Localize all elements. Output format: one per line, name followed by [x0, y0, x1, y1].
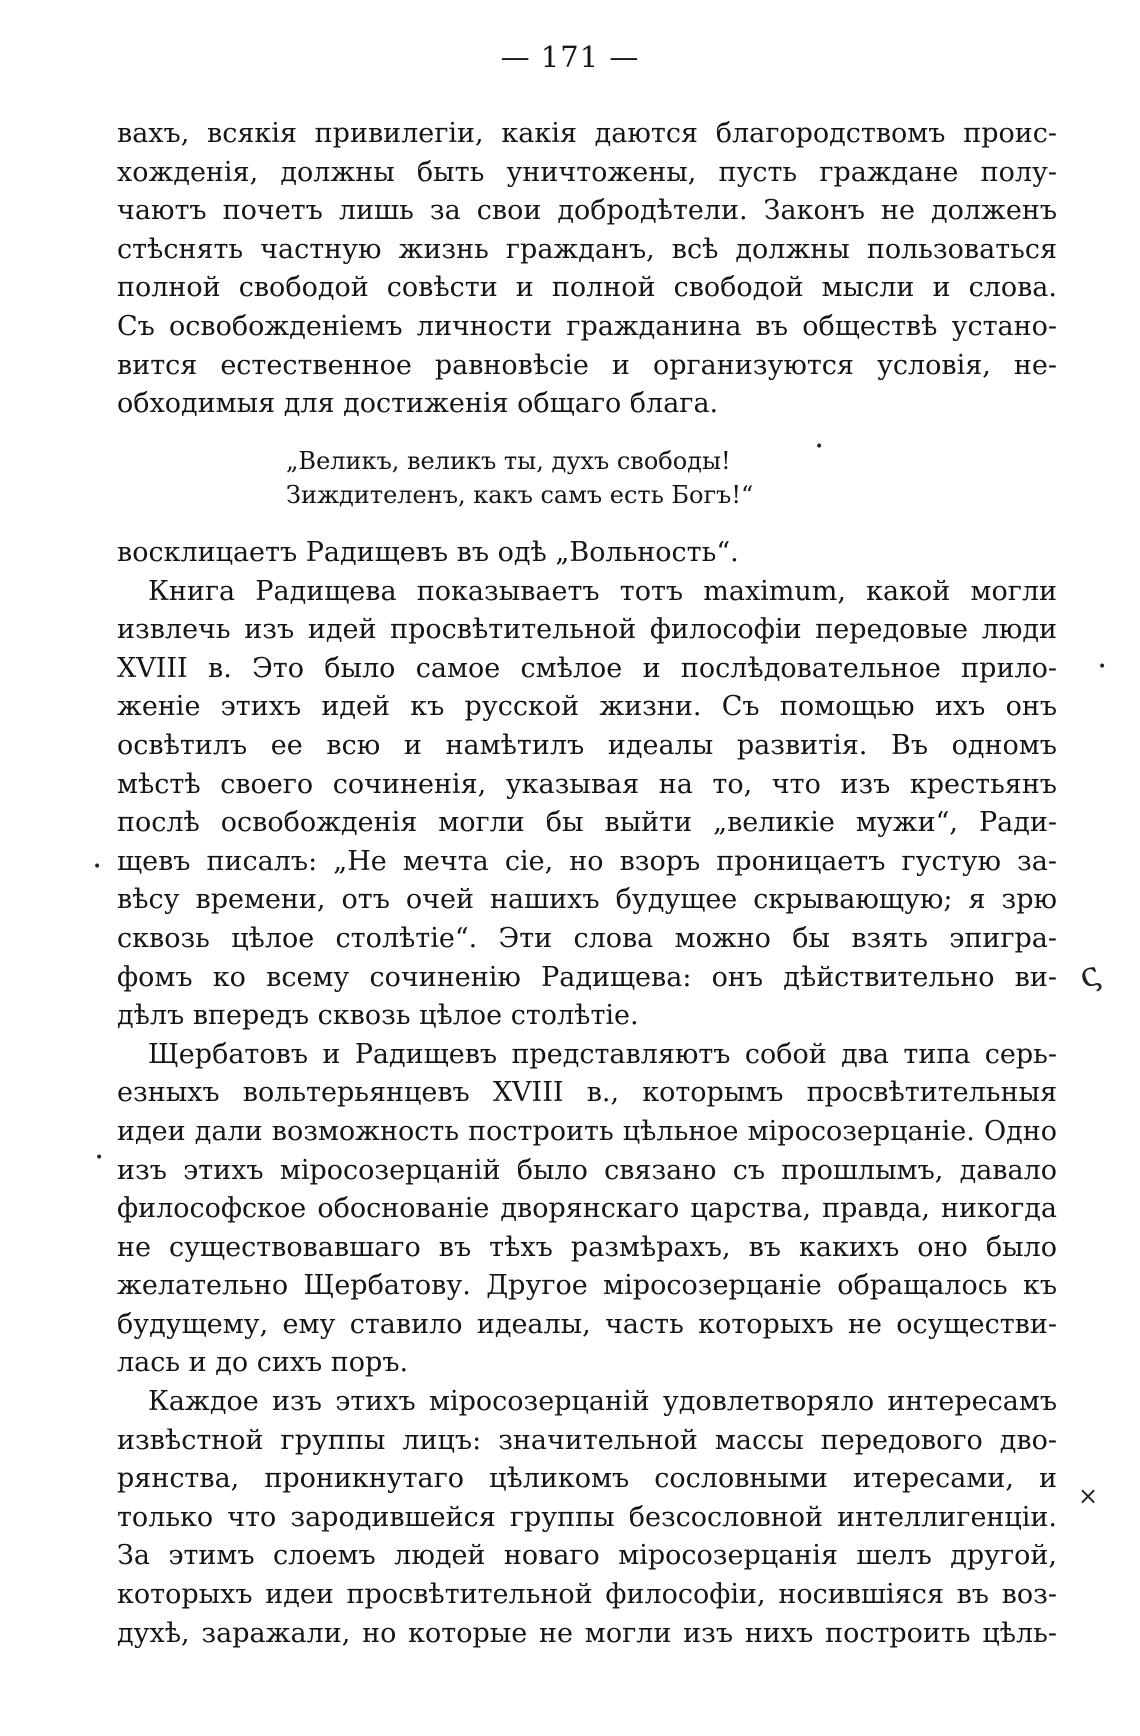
margin-dot-mark: •: [95, 1150, 104, 1166]
text-line: сквозь цѣлое столѣтіе“. Эти слова можно бы взять эпигра-: [117, 922, 1057, 954]
margin-dot-mark: •: [815, 439, 824, 455]
text-line: вится естественное равновѣсіе и организуются условія, не-: [117, 349, 1057, 381]
text-line: фомъ ко всему сочиненію Радищева: онъ дѣйствительно ви-: [117, 961, 1057, 993]
text-line: послѣ освобожденія могли бы выйти „великіе мужи“, Ради-: [117, 807, 1057, 839]
text-line: женіе этихъ идей къ русской жизни. Съ помощью ихъ онъ: [117, 691, 1057, 723]
text-line: будущему, ему ставило идеалы, часть которыхъ не осуществи-: [117, 1308, 1057, 1340]
text-line: идеи дали возможность построить цѣльное міросозерцаніе. Одно: [117, 1115, 1057, 1147]
text-line: полной свободой совѣсти и полной свободой мысли и слова.: [117, 272, 1057, 304]
text-line: только что зародившейся группы безсословной интеллигенціи.: [117, 1501, 1057, 1533]
margin-scribble-mark: ς: [1073, 952, 1106, 998]
text-line: щевъ писалъ: „Не мечта сіе, но взоръ проницаетъ густую за-: [117, 845, 1057, 877]
margin-dot-mark: •: [93, 859, 102, 875]
paragraph-block-2: [117, 534, 1057, 1653]
text-line: Съ освобожденіемъ личности гражданина въ обществѣ устано-: [117, 310, 1057, 342]
paragraph-first-line: Книга Радищева показываетъ тотъ maximum, какой могли: [148, 575, 1057, 607]
text-line: желательно Щербатову. Другое міросозерцаніе обращалось къ: [117, 1270, 1057, 1302]
verse-line: „Великъ, великъ ты, духъ свободы!: [286, 447, 731, 475]
text-line: обходимыя для достиженія общаго блага.: [117, 388, 719, 420]
text-line: рянства, проникнутаго цѣликомъ сословными итересами, и: [117, 1463, 1057, 1495]
text-line: изъ этихъ міросозерцаній было связано съ прошлымъ, давало: [117, 1154, 1057, 1186]
text-line: дѣлъ впередъ сквозь цѣлое столѣтіе.: [117, 1000, 639, 1032]
text-line: XVIII в. Это было самое смѣлое и послѣдовательное прило-: [117, 652, 1057, 684]
text-line: духѣ, заражали, но которые не могли изъ нихъ построить цѣль-: [117, 1617, 1057, 1649]
text-line: восклицаетъ Радищевъ въ одѣ „Вольность“.: [117, 537, 739, 568]
text-line: философское обоснованіе дворянскаго царства, правда, никогда: [117, 1193, 1057, 1225]
text-line: извлечь изъ идей просвѣтительной философіи передовые люди: [117, 614, 1057, 646]
text-line: езныхъ вольтерьянцевъ XVIII в., которымъ просвѣтительныя: [117, 1077, 1057, 1109]
text-line: вахъ, всякія привилегіи, какія даются благородствомъ проис-: [117, 118, 1057, 149]
text-line: стѣснять частную жизнь гражданъ, всѣ должны пользоваться: [117, 233, 1057, 265]
text-line: извѣстной группы лицъ: значительной массы передового дво-: [117, 1424, 1057, 1456]
text-line: мѣстѣ своего сочиненія, указывая на то, что изъ крестьянъ: [117, 768, 1057, 800]
page-number: — 171 —: [500, 40, 640, 74]
paragraph-first-line: Щербатовъ и Радищевъ представляютъ собой два типа серь-: [148, 1038, 1057, 1070]
paragraph-first-line: Каждое изъ этихъ міросозерцаній удовлетворяло интересамъ: [148, 1386, 1057, 1418]
text-line: вѣсу времени, отъ очей нашихъ будущее скрывающую; я зрю: [117, 884, 1057, 916]
verse-quote: [286, 444, 886, 512]
text-line: лась и до сихъ поръ.: [117, 1347, 409, 1379]
paragraph-block-1: [117, 115, 1057, 424]
text-line: освѣтилъ ее всю и намѣтилъ идеалы развитія. Въ одномъ: [117, 729, 1057, 761]
text-line: чаютъ почетъ лишь за свои добродѣтели. Законъ не долженъ: [117, 195, 1057, 227]
text-line: которыхъ идеи просвѣтительной философіи, носившіяся въ воз-: [117, 1579, 1057, 1611]
text-line: хожденія, должны быть уничтожены, пусть граждане полу-: [117, 156, 1057, 188]
text-line: не существовавшаго въ тѣхъ размѣрахъ, въ какихъ оно было: [117, 1231, 1057, 1263]
verse-line: Зиждителенъ, какъ самъ есть Богъ!“: [286, 481, 754, 509]
margin-cross-mark: ×: [1078, 1482, 1099, 1510]
margin-dot-mark: •: [1098, 659, 1107, 675]
text-line: За этимъ слоемъ людей новаго міросозерцанія шелъ другой,: [117, 1540, 1057, 1572]
